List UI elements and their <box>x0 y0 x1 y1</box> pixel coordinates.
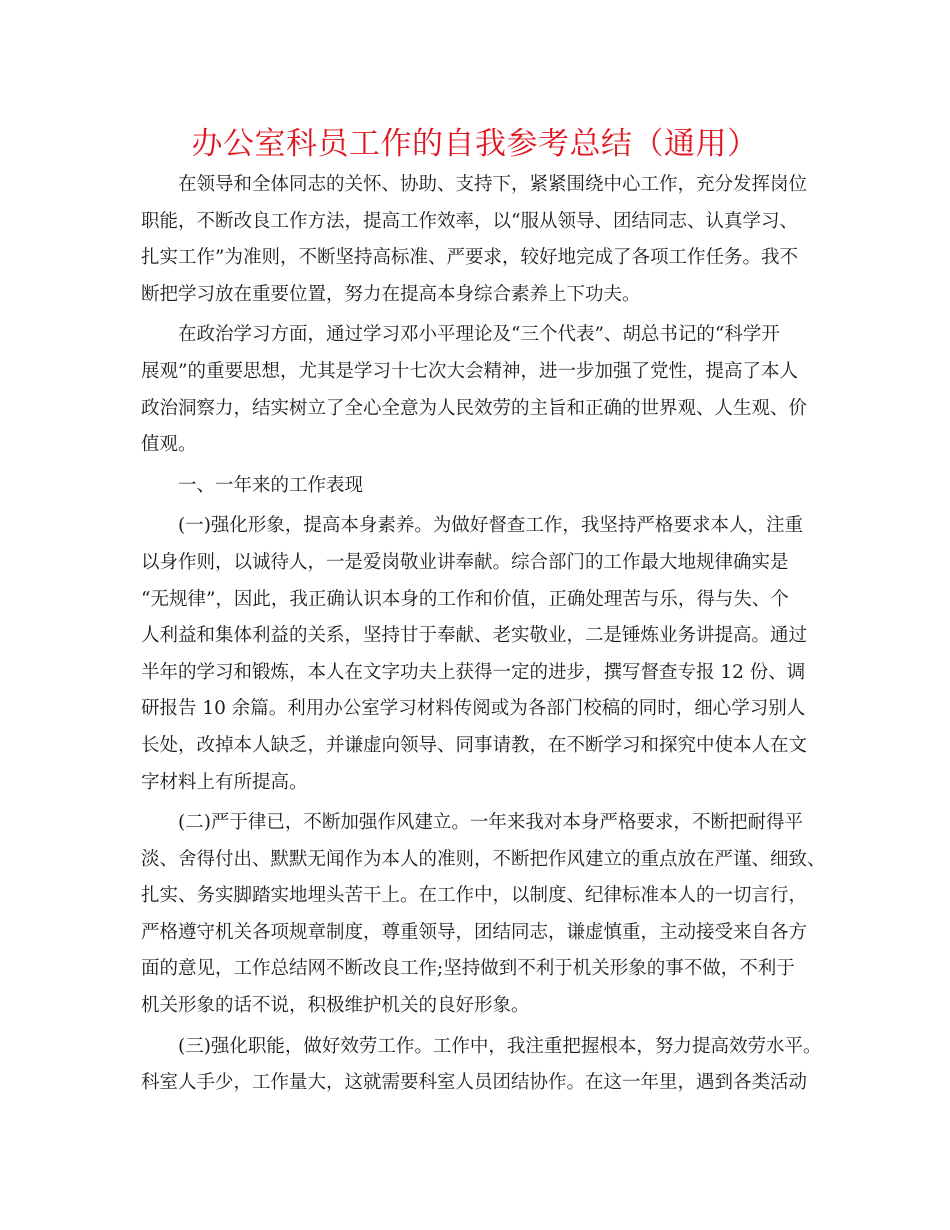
text-line: 在领导和全体同志的关怀、协助、支持下，紧紧围绕中心工作，充分发挥岗位 <box>178 174 808 195</box>
text-line: (一)强化形象，提高本身素养。为做好督查工作，我坚持严格要求本人，注重 <box>178 515 803 537</box>
text-line: 机关形象的话不说，积极维护机关的良好形象。 <box>141 995 530 1017</box>
text-line: 人利益和集体利益的关系，坚持甘于奉献、老实敬业，二是锤炼业务讲提高。通过 <box>141 625 808 647</box>
text-line: 一、一年来的工作表现 <box>178 474 364 496</box>
document-title: 办公室科员工作的自我参考总结（通用） <box>191 126 759 162</box>
text-line: 研报告 10 余篇。利用办公室学习材料传阅或为各部门校稿的同时，细心学习别人 <box>141 698 806 720</box>
text-line: 断把学习放在重要位置，努力在提高本身综合素养上下功夫。 <box>141 283 641 305</box>
text-line: 扎实、务实脚踏实地埋头苦干上。在工作中，以制度、纪律标准本人的一切言行， <box>141 885 808 907</box>
text-line: (三)强化职能，做好效劳工作。工作中，我注重把握根本，努力提高效劳水平。 <box>178 1035 822 1057</box>
text-line: 科室人手少，工作量大，这就需要科室人员团结协作。在这一年里，遇到各类活动 <box>141 1072 808 1094</box>
text-line: 淡、舍得付出、默默无闻作为本人的准则，不断把作风建立的重点放在严谨、细致、 <box>141 848 826 870</box>
text-line: 面的意见，工作总结网不断改良工作;坚持做到不利于机关形象的事不做，不利于 <box>141 958 795 980</box>
text-line: 政治洞察力，结实树立了全心全意为人民效劳的主旨和正确的世界观、人生观、价 <box>141 397 808 419</box>
document-body <box>141 167 826 1106</box>
text-line: 以身作则，以诚待人，一是爱岗敬业讲奉献。综合部门的工作最大地规律确实是 <box>141 551 789 573</box>
text-line: 值观。 <box>141 434 197 456</box>
paragraph-political-study <box>141 317 821 463</box>
text-line: 扎实工作”为准则，不断坚持高标准、严要求，较好地完成了各项工作任务。我不 <box>141 247 798 269</box>
section-heading <box>141 468 821 505</box>
paragraph-discipline <box>141 805 826 1025</box>
paragraph-image <box>141 508 821 801</box>
text-line: 展观”的重要思想，尤其是学习十七次大会精神，进一步加强了党性，提高了本人 <box>141 360 798 382</box>
text-line: (二)严于律已，不断加强作风建立。一年来我对本身严格要求，不断把耐得平 <box>178 812 803 834</box>
text-line: 职能，不断改良工作方法，提高工作效率，以“服从领导、团结同志、认真学习、 <box>141 210 798 232</box>
text-line: 字材料上有所提高。 <box>141 771 308 793</box>
text-line: 严格遵守机关各项规章制度，尊重领导，团结同志，谦虚慎重，主动接受来自各方 <box>141 921 808 943</box>
paragraph-service <box>141 1029 821 1102</box>
text-line: “无规律”，因此，我正确认识本身的工作和价值，正确处理苦与乐，得与失、个 <box>141 588 789 610</box>
paragraph-intro <box>141 167 821 313</box>
text-line: 半年的学习和锻炼，本人在文字功夫上获得一定的进步，撰写督查专报 12 份、调 <box>141 661 806 683</box>
text-line: 在政治学习方面，通过学习邓小平理论及“三个代表”、胡总书记的“科学开 <box>178 324 780 346</box>
text-line: 长处，改掉本人缺乏，并谦虚向领导、同事请教，在不断学习和探究中使本人在文 <box>141 734 808 756</box>
